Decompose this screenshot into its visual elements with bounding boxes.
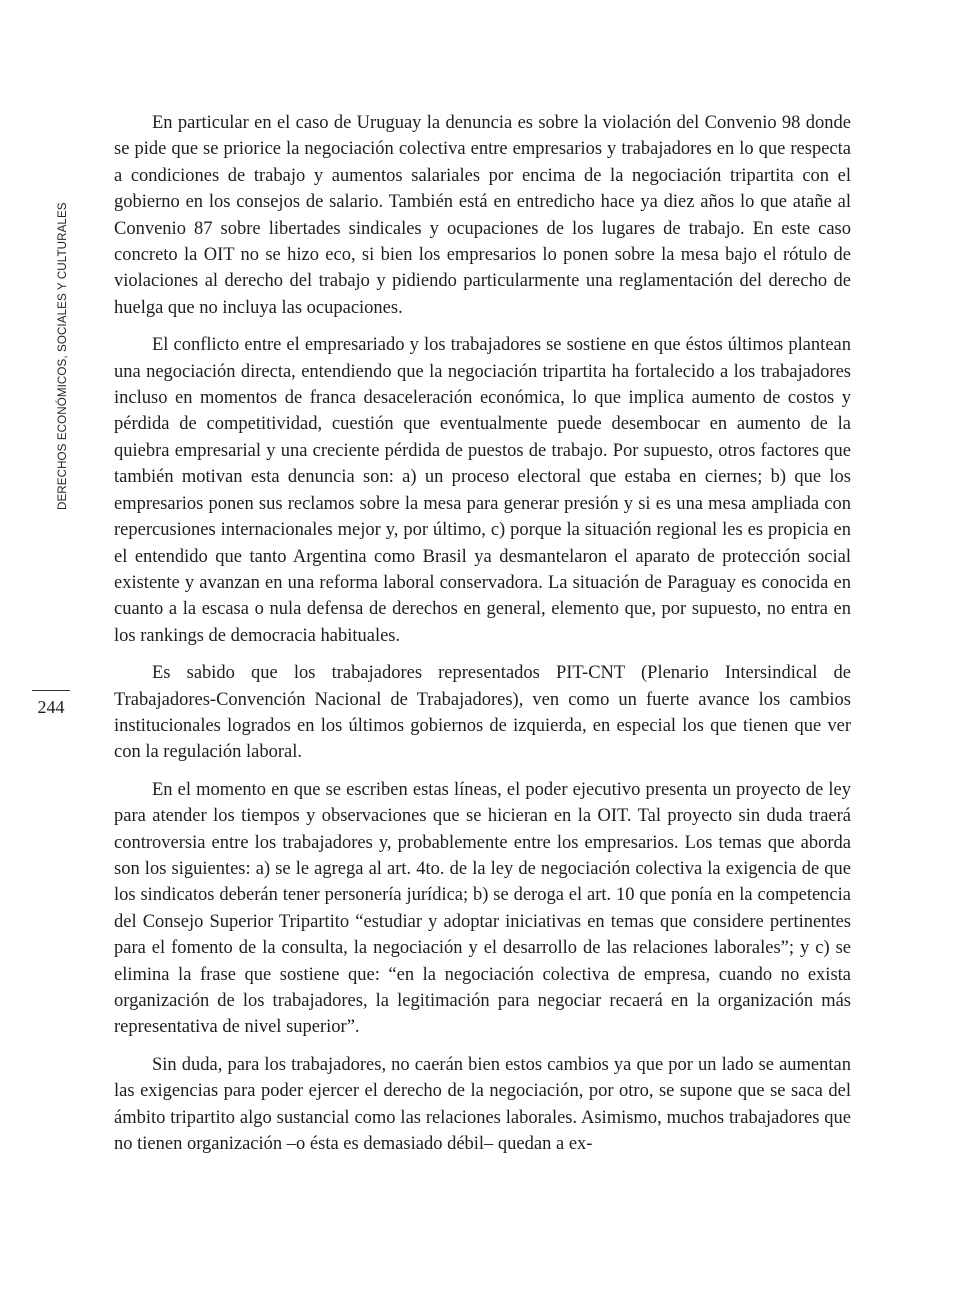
text-body: [114, 110, 851, 1168]
paragraph: Es sabido que los trabajadores representados PIT-CNT (Plenario Intersindical de Trabajadores-Convención Nacional de Trabajadores), ven como un fuerte avance los cambios institucionales logrados en los últimos gobiernos de izquierda, en especial los que tienen que ver con la regulación laboral.: [114, 663, 851, 763]
page-number: 244: [32, 690, 70, 718]
paragraph: El conflicto entre el empresariado y los trabajadores se sostiene en que éstos últimos plantean una negociación directa, entendiendo que la negociación tripartita ha fortalecido a los trabajadores incluso en momentos de franca desaceleración económica, lo que implica aumento de costos y pérdida de competitividad, cuestión que eventualmente puede desembocar en aumento de la quiebra empresarial y una creciente pérdida de puestos de trabajo. Por supuesto, otros factores que también motivan esta denuncia son: a) un proceso electoral que estaba en ciernes; b) que los empresarios ponen sus reclamos sobre la mesa para generar presión y si es una mesa ampliada con repercusiones internacionales mejor y, por último, c) porque la situación regional les es propicia en el entendido que tanto Argentina como Brasil ya desmantelaron el aparato de protección social existente y avanzan en una reforma laboral conservadora. La situación de Paraguay es conocida en cuanto a la escasa o nula defensa de derechos en general, elemento que, por supuesto, no entra en los rankings de democracia habituales.: [114, 335, 851, 646]
paragraph: Sin duda, para los trabajadores, no caerán bien estos cambios ya que por un lado se aumentan las exigencias para poder ejercer el derecho de la negociación, por otro, se supone que se saca del ámbito tripartito algo sustancial como las relaciones laborales. Asimismo, muchos trabajadores que no tienen organización –o ésta es demasiado débil– quedan a ex-: [114, 1054, 851, 1155]
running-head: DERECHOS ECONÓMICOS, SOCIALES Y CULTURALES: [56, 202, 69, 510]
paragraph: En particular en el caso de Uruguay la denuncia es sobre la violación del Convenio 98 donde se pide que se priorice la negociación colectiva entre empresarios y trabajadores en lo que respecta a condiciones de trabajo y aumentos salariales por encima de la negociación tripartita con el gobierno en los consejos de salario. También está en entredicho hace ya diez años lo que atañe al Convenio 87 sobre libertades sindicales y ocupaciones de los lugares de trabajo. En este caso concreto la OIT no se hizo eco, si bien los empresarios lo ponen sobre la mesa bajo el rótulo de violaciones al derecho del trabajo y pidiendo particularmente una reglamentación del derecho de huelga que no incluya las ocupaciones.: [114, 113, 851, 318]
paragraph: En el momento en que se escriben estas líneas, el poder ejecutivo presenta un proyecto de ley para atender los tiempos y observaciones que se hicieran en la OIT. Tal proyecto sin duda traerá controversia entre los trabajadores y, probablemente entre los empresarios. Los temas que aborda son los siguientes: a) se le agrega al art. 4to. de la ley de negociación colectiva la exigencia de que los sindicatos deberán tener personería jurídica; b) se deroga el art. 10 que ponía en la competencia del Consejo Superior Tripartito “estudiar y adoptar iniciativas en temas que considere pertinentes para el fomento de la consulta, la negociación y el desarrollo de las relaciones laborales”; y c) se elimina la frase que sostiene que: “en la negociación colectiva de empresa, cuando no exista organización de los trabajadores, la legitimación para negociar recaerá en la organización más representativa de nivel superior”.: [114, 779, 851, 1038]
